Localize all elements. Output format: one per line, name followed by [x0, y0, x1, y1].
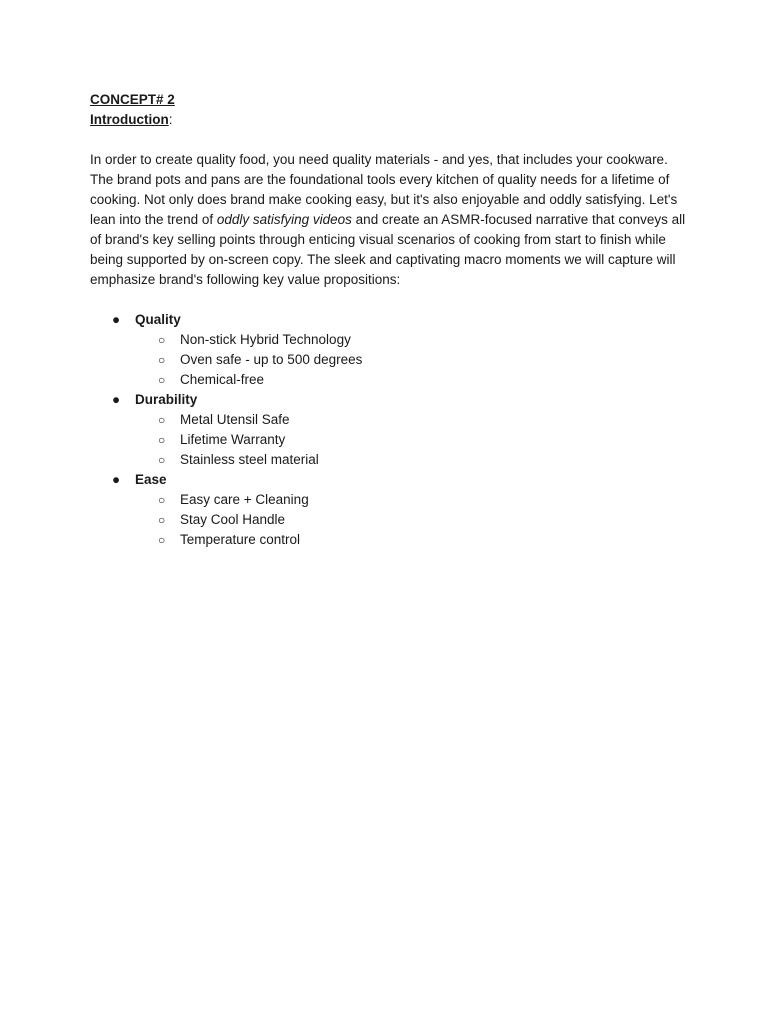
- sub-bullet-icon: ○: [158, 353, 166, 367]
- category-label: Durability: [135, 392, 198, 407]
- sub-bullet-icon: ○: [158, 413, 166, 427]
- sub-bullet-icon: ○: [158, 533, 166, 547]
- sub-list: [135, 330, 690, 390]
- bullet-icon: ●: [112, 312, 121, 327]
- sub-bullet-icon: ○: [158, 433, 166, 447]
- document-page: [90, 90, 690, 550]
- list-item-text: Oven safe - up to 500 degrees: [180, 352, 363, 367]
- paragraph-part-2: and create an ASMR-focused narrative that conveys all of brand's key selling points through enticing visual scenarios of cooking from start to finish while being supported by on-screen copy. The sleek and captivating macro moments we will capture will emphasize brand's following key value propositions:: [90, 212, 686, 287]
- category-label: Ease: [135, 472, 167, 487]
- list-item-text: Stay Cool Handle: [180, 512, 286, 527]
- list-item-text: Non-stick Hybrid Technology: [180, 332, 351, 347]
- sub-bullet-icon: ○: [158, 493, 166, 507]
- list-item: [135, 510, 690, 530]
- spacer: [90, 130, 690, 150]
- concept-title: CONCEPT# 2: [90, 92, 175, 107]
- list-item-text: Lifetime Warranty: [180, 432, 286, 447]
- paragraph-part-1: In order to create quality food, you need quality materials - and yes, that includes your cookware. The brand pots and pans are the foundational tools every kitchen of quality needs for a lifetime of cooking. Not only does brand make cooking easy, but it's also enjoyable and oddly satisfying. Let's lean into the trend of: [90, 152, 678, 227]
- list-item: [135, 330, 690, 350]
- list-item: [135, 490, 690, 510]
- category-quality: [90, 310, 690, 390]
- list-item-text: Stainless steel material: [180, 452, 319, 467]
- list-item: [135, 370, 690, 390]
- intro-paragraph: [90, 150, 690, 290]
- sub-bullet-icon: ○: [158, 453, 166, 467]
- bullet-icon: ●: [112, 472, 121, 487]
- list-item-text: Easy care + Cleaning: [180, 492, 309, 507]
- list-item-text: Metal Utensil Safe: [180, 412, 290, 427]
- intro-colon: :: [168, 112, 173, 127]
- sub-list: [135, 410, 690, 470]
- sub-bullet-icon: ○: [158, 333, 166, 347]
- value-propositions-list: [90, 310, 690, 550]
- list-item: [135, 350, 690, 370]
- intro-label: Introduction: [90, 112, 169, 127]
- list-item-text: Chemical-free: [180, 372, 265, 387]
- list-item: [135, 450, 690, 470]
- intro-heading: [90, 110, 690, 130]
- spacer: [90, 290, 690, 310]
- list-item: [135, 410, 690, 430]
- bullet-icon: ●: [112, 392, 121, 407]
- paragraph-italic: oddly satisfying videos: [216, 212, 352, 227]
- sub-bullet-icon: ○: [158, 373, 166, 387]
- list-item: [135, 430, 690, 450]
- category-durability: [90, 390, 690, 470]
- sub-bullet-icon: ○: [158, 513, 166, 527]
- category-ease: [90, 470, 690, 550]
- list-item-text: Temperature control: [180, 532, 301, 547]
- list-item: [135, 530, 690, 550]
- category-label: Quality: [135, 312, 181, 327]
- sub-list: [135, 490, 690, 550]
